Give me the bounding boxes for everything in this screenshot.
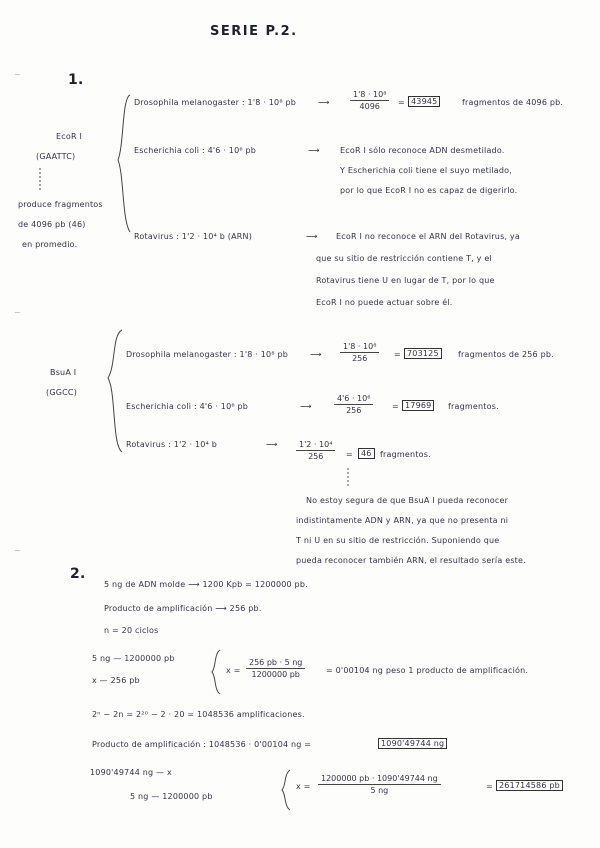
arrow-icon: ⟶	[300, 402, 312, 411]
ecor1-dros-label: Drosophila melanogaster : 1'8 · 10⁸ pb	[134, 98, 297, 107]
equals-sign: =	[398, 98, 405, 107]
fraction-denominator: 5 ng	[370, 786, 389, 795]
ecor1-ecoli-line-3: por lo que EcoR I no es capaz de digerirlo.	[340, 186, 518, 195]
bsua1-note-3: T ni U en su sitio de restricción. Suponiendo que	[296, 536, 500, 545]
ecor1-enzyme: EcoR I	[56, 132, 83, 141]
ecor1-dros-result: 43945	[408, 96, 440, 107]
fraction-numerator: 1'8 · 10⁸	[353, 90, 387, 99]
bsua1-rota-result: 46	[358, 448, 375, 459]
bsua1-note-1: No estoy segura de que BsuA I pueda reconocer	[306, 496, 509, 505]
bsua1-dros-fraction	[340, 342, 379, 363]
bsua1-ecoli-result: 17969	[402, 400, 434, 411]
fraction-numerator: 1'2 · 10⁴	[299, 440, 333, 449]
bsua1-dros-tail: fragmentos de 256 pb.	[458, 350, 554, 359]
ecor1-note-1: produce fragmentos	[18, 200, 103, 209]
arrow-icon: ⟶	[266, 440, 278, 449]
bsua1-ecoli-fraction	[334, 394, 373, 415]
arrow-icon: ⟶	[308, 146, 320, 155]
bsua1-rota-tail: fragmentos.	[380, 450, 431, 459]
s2-prop2-fraction	[318, 774, 441, 795]
fraction-denominator: 256	[346, 406, 362, 415]
bsua1-note-2: indistintamente ADN y ARN, ya que no presenta ni	[296, 516, 509, 525]
s2-prop2-result: 261714586 pb	[496, 780, 563, 791]
equals-sign: =	[392, 402, 399, 411]
fraction-numerator: 256 pb · 5 ng	[249, 658, 303, 667]
ecor1-ecoli-line-1: EcoR I sólo reconoce ADN desmetilado.	[340, 146, 505, 155]
s2-line-3: n = 20 ciclos	[104, 626, 159, 635]
s2-prop2-b: 5 ng — 1200000 pb	[130, 792, 213, 801]
s2-prop1-b: x — 256 pb	[92, 676, 140, 685]
s2-line-1: 5 ng de ADN molde ⟶ 1200 Kpb = 1200000 pb.	[104, 580, 308, 589]
bsua1-site: (GGCC)	[46, 388, 78, 397]
section-1-number: 1.	[68, 72, 84, 88]
margin-mark: ~	[14, 308, 21, 317]
bsua1-dros-result: 703125	[404, 348, 442, 359]
s2-line-4: 2ⁿ − 2n = 2²⁰ − 2 · 20 = 1048536 amplificaciones.	[92, 710, 305, 719]
s2-prop2-eq: x =	[296, 782, 311, 791]
fraction-numerator: 1200000 pb · 1090'49744 ng	[321, 774, 438, 783]
fraction-denominator: 4096	[359, 102, 380, 111]
fraction-numerator: 4'6 · 10⁶	[337, 394, 371, 403]
page-title: SERIE P.2.	[210, 24, 298, 39]
ecor1-ecoli-line-2: Y Escherichia coli tiene el suyo metilado,	[340, 166, 513, 175]
arrow-icon: ⟶	[306, 232, 318, 241]
bsua1-dros-label: Drosophila melanogaster : 1'8 · 10⁸ pb	[126, 350, 289, 359]
ecor1-note-2: de 4096 pb (46)	[18, 220, 86, 229]
ecor1-rota-line-2: que su sitio de restricción contiene T, y el	[316, 254, 492, 263]
ecor1-ecoli-label: Escherichia coli : 4'6 · 10⁶ pb	[134, 146, 257, 155]
ecor1-rota-label: Rotavirus : 1'2 · 10⁴ b (ARN)	[134, 232, 253, 241]
equals-sign: =	[394, 350, 401, 359]
margin-mark: ~	[14, 70, 21, 79]
bsua1-ecoli-label: Escherichia coli : 4'6 · 10⁶ pb	[126, 402, 249, 411]
ecor1-rota-line-4: EcoR I no puede actuar sobre él.	[316, 298, 453, 307]
fraction-denominator: 256	[308, 452, 324, 461]
bsua1-ecoli-tail: fragmentos.	[448, 402, 499, 411]
section-2-number: 2.	[70, 566, 86, 582]
bsua1-note-4: pueda reconocer también ARN, el resultado sería este.	[296, 556, 526, 565]
bsua1-rota-fraction	[296, 440, 335, 461]
s2-prop1-fraction	[246, 658, 305, 679]
s2-prop2-a: 1090'49744 ng — x	[90, 768, 172, 777]
s2-line-2: Producto de amplificación ⟶ 256 pb.	[104, 604, 262, 613]
ecor1-dros-tail: fragmentos de 4096 pb.	[462, 98, 564, 107]
equals-sign: =	[486, 782, 493, 791]
arrow-icon: ⟶	[310, 350, 322, 359]
equals-sign: =	[346, 450, 353, 459]
s2-prop1-eq: x =	[226, 666, 241, 675]
ecor1-site: (GAATTC)	[36, 152, 76, 161]
ecor1-rota-line-1: EcoR I no reconoce el ARN del Rotavirus, ya	[336, 232, 520, 241]
bsua1-enzyme: BsuA I	[50, 368, 77, 377]
fraction-denominator: 1200000 pb	[251, 670, 300, 679]
s2-prop1-result: = 0'00104 ng peso 1 producto de amplificación.	[326, 666, 529, 675]
arrow-icon: ⟶	[318, 98, 330, 107]
margin-mark: ~	[14, 546, 21, 555]
ecor1-note-3: en promedio.	[22, 240, 78, 249]
fraction-denominator: 256	[352, 354, 368, 363]
fraction-numerator: 1'8 · 10⁸	[343, 342, 377, 351]
s2-line-5: Producto de amplificación : 1048536 · 0'00104 ng =	[92, 740, 312, 749]
s2-prop1-a: 5 ng — 1200000 pb	[92, 654, 175, 663]
ecor1-rota-line-3: Rotavirus tiene U en lugar de T, por lo que	[316, 276, 495, 285]
bsua1-rota-label: Rotavirus : 1'2 · 10⁴ b	[126, 440, 218, 449]
ecor1-dros-fraction	[350, 90, 389, 111]
s2-line-5-result: 1090'49744 ng	[378, 738, 447, 749]
